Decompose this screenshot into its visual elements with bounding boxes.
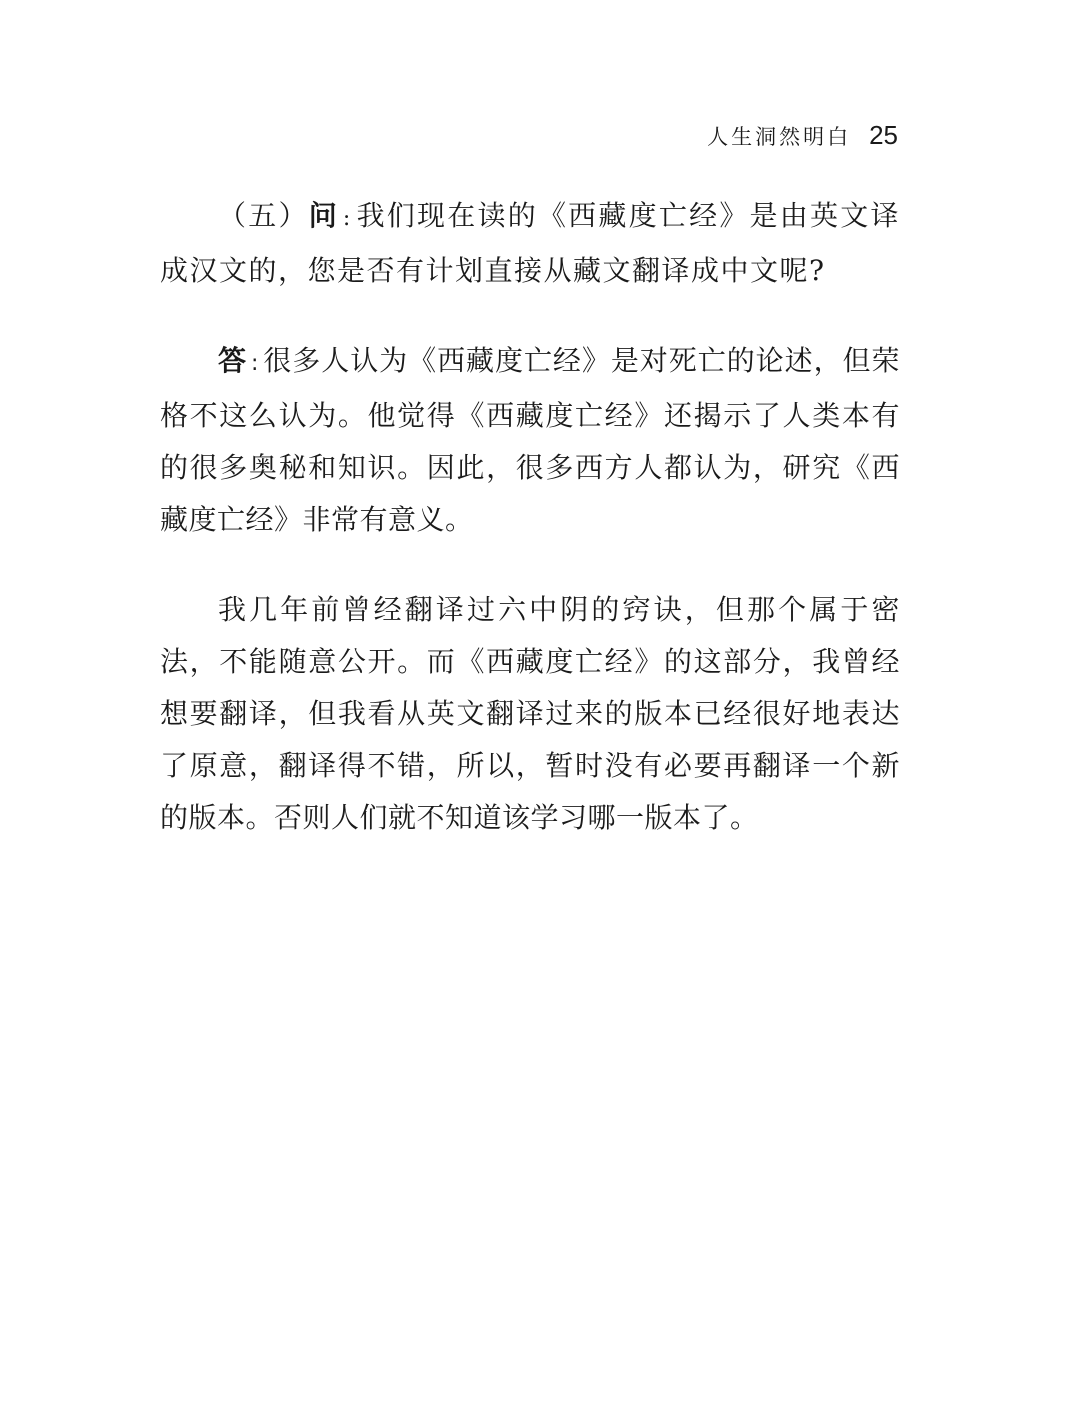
page-number: 25: [869, 120, 898, 150]
question-paragraph: [160, 190, 900, 297]
answer-colon: :: [250, 351, 259, 376]
running-title: 人生洞然明白: [707, 125, 852, 149]
question-colon: :: [342, 206, 352, 231]
answer-paragraph: [160, 335, 900, 546]
question-number: （五）: [218, 199, 309, 232]
running-header: [707, 120, 898, 151]
answer-continuation-paragraph: 我几年前曾经翻译过六中阴的窍诀，但那个属于密法，不能随意公开。而《西藏度亡经》的这部分，我曾经想要翻译，但我看从英文翻译过来的版本已经很好地表达了原意，翻译得不错，所以，暂时没有必要再翻译一个新的版本。否则人们就不知道该学习哪一版本了。: [160, 593, 900, 834]
question-text: 我们现在读的《西藏度亡经》是由英文译成汉文的，您是否有计划直接从藏文翻译成中文呢?: [160, 199, 900, 287]
body-text: [160, 190, 900, 882]
answer-label: 答: [218, 344, 247, 377]
question-label: 问: [308, 199, 339, 232]
answer-text: 很多人认为《西藏度亡经》是对死亡的论述，但荣格不这么认为。他觉得《西藏度亡经》还揭示了人类本有的很多奥秘和知识。因此，很多西方人都认为，研究《西藏度亡经》非常有意义。: [160, 344, 900, 536]
